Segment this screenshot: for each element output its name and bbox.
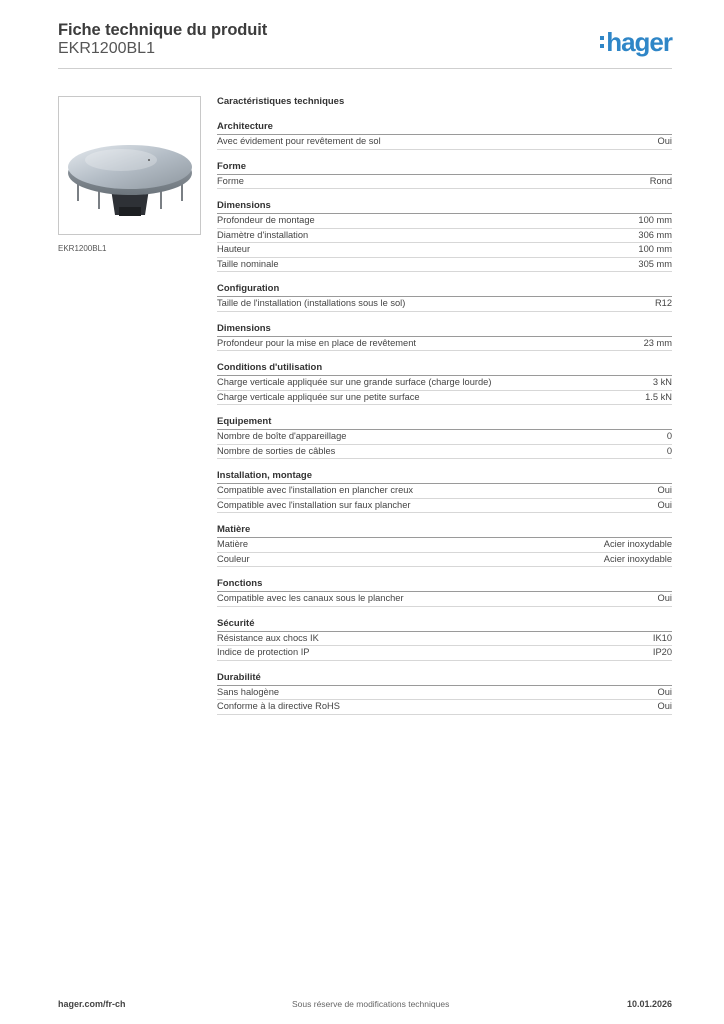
spec-group bbox=[217, 361, 672, 405]
spec-row bbox=[217, 445, 672, 460]
spec-group-title: Architecture bbox=[217, 120, 672, 135]
spec-group bbox=[217, 523, 672, 567]
spec-row-value: Oui bbox=[657, 593, 672, 603]
spec-row-value: Oui bbox=[657, 686, 672, 697]
spec-row-label: Sans halogène bbox=[217, 686, 280, 697]
spec-group bbox=[217, 577, 672, 607]
spec-row-label: Nombre de boîte d'appareillage bbox=[217, 431, 347, 441]
spec-row bbox=[217, 538, 672, 553]
spec-row bbox=[217, 214, 672, 229]
spec-row-value: 100 mm bbox=[638, 244, 672, 254]
header-divider bbox=[58, 68, 672, 69]
spec-group bbox=[217, 199, 672, 272]
document-title: Fiche technique du produit bbox=[58, 21, 268, 39]
spec-group bbox=[217, 415, 672, 459]
spec-row-label: Forme bbox=[217, 175, 244, 186]
spec-row-value: Acier inoxydable bbox=[603, 553, 672, 564]
spec-row-value: 23 mm bbox=[643, 337, 672, 348]
spec-group-title: Equipement bbox=[217, 415, 672, 430]
spec-group-title: Conditions d'utilisation bbox=[217, 361, 672, 376]
spec-row bbox=[217, 175, 672, 190]
spec-row bbox=[217, 376, 672, 391]
footer-date: 10.01.2026 bbox=[626, 999, 672, 1009]
spec-row-value: Oui bbox=[657, 499, 672, 510]
spec-row-value: 0 bbox=[666, 431, 672, 441]
spec-groups bbox=[217, 120, 672, 715]
spec-row bbox=[217, 297, 672, 312]
footer-notice: Sous réserve de modifications techniques bbox=[292, 999, 450, 1009]
spec-group-title: Dimensions bbox=[217, 322, 672, 337]
spec-group-title: Forme bbox=[217, 160, 672, 175]
spec-row-label: Nombre de sorties de câbles bbox=[217, 445, 336, 456]
logo-wordmark: hager bbox=[606, 26, 672, 57]
spec-row-label: Avec évidement pour revêtement de sol bbox=[217, 136, 381, 146]
spec-row bbox=[217, 700, 672, 715]
floor-box-cover-icon bbox=[59, 97, 201, 235]
spec-group bbox=[217, 469, 672, 513]
spec-group-title: Durabilité bbox=[217, 671, 672, 686]
spec-group-title: Fonctions bbox=[217, 577, 672, 592]
spec-group bbox=[217, 671, 672, 715]
spec-group-title: Configuration bbox=[217, 282, 672, 297]
spec-row bbox=[217, 258, 672, 273]
spec-group bbox=[217, 282, 672, 312]
spec-row-label: Compatible avec l'installation en plancher creux bbox=[217, 485, 414, 495]
spec-group-title: Sécurité bbox=[217, 617, 672, 632]
spec-heading: Caractéristiques techniques bbox=[217, 96, 345, 107]
logo-dots-icon bbox=[600, 34, 604, 50]
footer-website: hager.com/fr-ch bbox=[58, 999, 126, 1009]
spec-row bbox=[217, 135, 672, 150]
spec-row-label: Conforme à la directive RoHS bbox=[217, 701, 340, 711]
spec-group bbox=[217, 160, 672, 190]
spec-row-label: Compatible avec les canaux sous le plancher bbox=[217, 593, 404, 603]
spec-row-value: IP20 bbox=[652, 647, 672, 657]
spec-row-value: Oui bbox=[657, 136, 672, 146]
spec-row bbox=[217, 243, 672, 258]
spec-group-title: Installation, montage bbox=[217, 469, 672, 484]
spec-row bbox=[217, 337, 672, 352]
spec-row-label: Compatible avec l'installation sur faux plancher bbox=[217, 499, 411, 510]
spec-row-label: Profondeur pour la mise en place de revêtement bbox=[217, 337, 416, 348]
spec-row bbox=[217, 484, 672, 499]
spec-row bbox=[217, 430, 672, 445]
spec-row-value: Oui bbox=[657, 701, 672, 711]
spec-row-value: 100 mm bbox=[638, 215, 672, 225]
spec-row-value: R12 bbox=[654, 298, 672, 308]
spec-row-value: IK10 bbox=[652, 632, 672, 643]
spec-row-label: Taille de l'installation (installations sous le sol) bbox=[217, 298, 406, 308]
spec-row-value: Acier inoxydable bbox=[603, 539, 672, 549]
spec-row-label: Indice de protection IP bbox=[217, 647, 310, 657]
spec-row bbox=[217, 391, 672, 406]
product-image-caption: EKR1200BL1 bbox=[58, 244, 107, 253]
spec-group-title: Matière bbox=[217, 523, 672, 538]
spec-row-label: Charge verticale appliquée sur une petite surface bbox=[217, 391, 420, 402]
spec-row bbox=[217, 686, 672, 701]
spec-row-value: 3 kN bbox=[652, 377, 672, 387]
spec-row-label: Résistance aux chocs IK bbox=[217, 632, 319, 643]
spec-row-label: Matière bbox=[217, 539, 249, 549]
spec-row bbox=[217, 229, 672, 244]
spec-row-label: Hauteur bbox=[217, 244, 251, 254]
spec-group bbox=[217, 617, 672, 661]
hager-logo bbox=[600, 28, 672, 56]
spec-row-value: Rond bbox=[649, 175, 672, 186]
spec-row bbox=[217, 553, 672, 568]
product-image bbox=[58, 96, 201, 235]
spec-group-title: Dimensions bbox=[217, 199, 672, 214]
spec-row-label: Couleur bbox=[217, 553, 250, 564]
spec-row bbox=[217, 592, 672, 607]
technical-characteristics bbox=[217, 95, 672, 725]
spec-row-value: 305 mm bbox=[638, 258, 672, 269]
spec-row-label: Charge verticale appliquée sur une grande surface (charge lourde) bbox=[217, 377, 492, 387]
spec-row-value: 306 mm bbox=[638, 229, 672, 240]
spec-row-label: Diamètre d'installation bbox=[217, 229, 309, 240]
spec-row bbox=[217, 632, 672, 647]
spec-row bbox=[217, 646, 672, 661]
product-reference: EKR1200BL1 bbox=[58, 40, 155, 57]
spec-group bbox=[217, 120, 672, 150]
spec-row-label: Taille nominale bbox=[217, 258, 279, 269]
spec-group bbox=[217, 322, 672, 352]
spec-row bbox=[217, 499, 672, 514]
spec-row-value: 0 bbox=[666, 445, 672, 456]
spec-row-value: Oui bbox=[657, 485, 672, 495]
spec-row-value: 1.5 kN bbox=[645, 391, 672, 402]
spec-row-label: Profondeur de montage bbox=[217, 215, 315, 225]
